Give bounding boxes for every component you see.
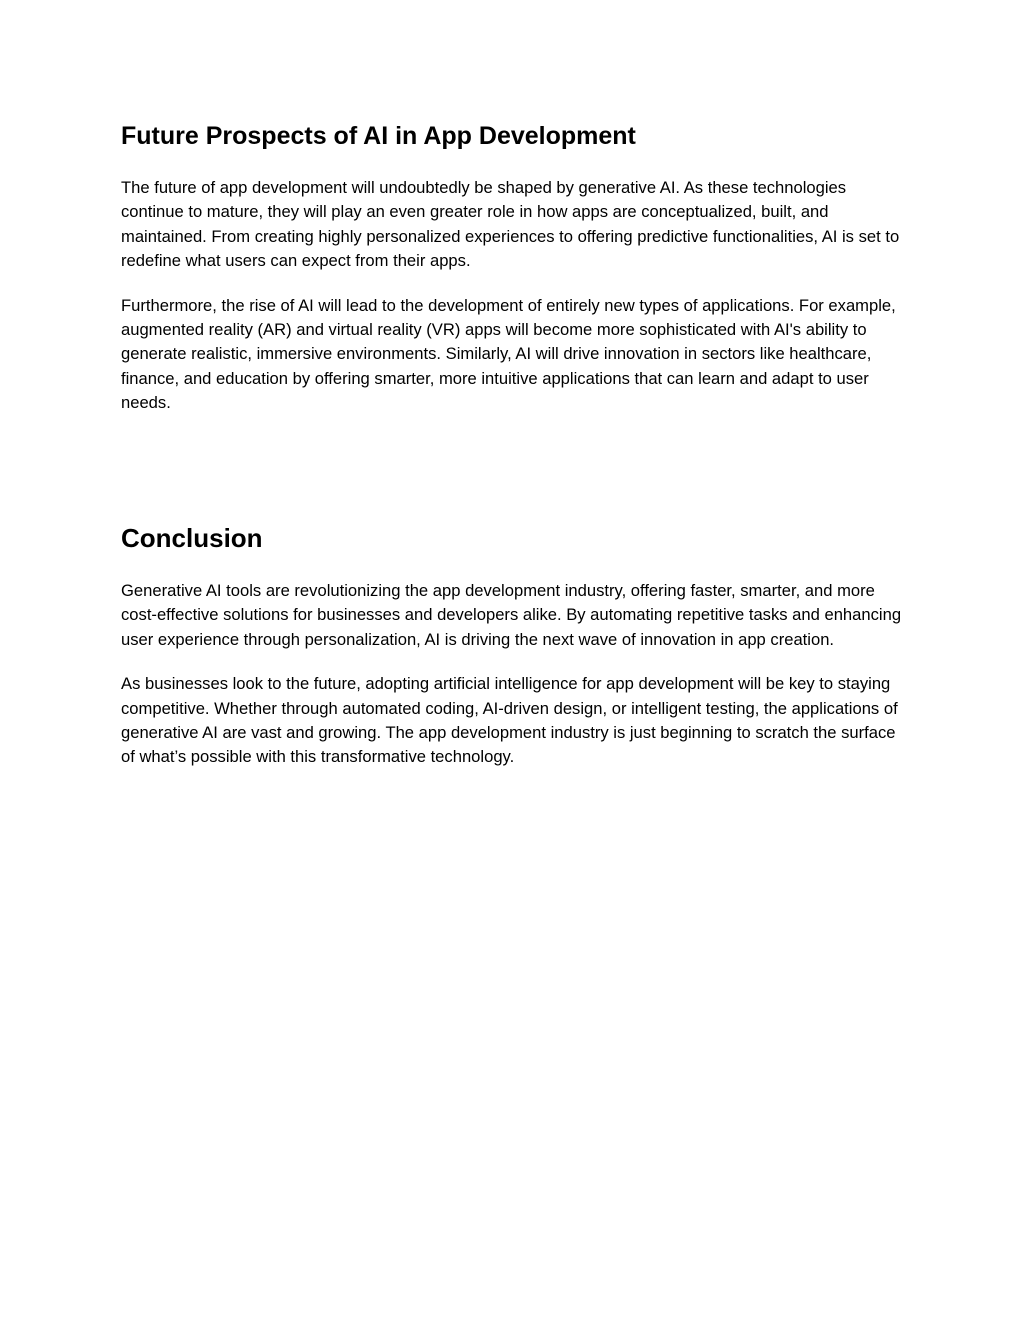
section-conclusion <box>121 520 911 770</box>
paragraph: Generative AI tools are revolutionizing the app development industry, offering faster, smarter, and more cost-effective solutions for businesses and developers alike. By automating repetitive tasks and enhancing user experience through personalization, AI is driving the next wave of innovation in app creation. <box>121 581 902 649</box>
section-heading: Future Prospects of AI in App Development <box>121 122 636 150</box>
section-future-prospects <box>121 118 911 416</box>
paragraph: The future of app development will undoubtedly be shaped by generative AI. As these technologies continue to mature, they will play an even greater role in how apps are conceptualized, built, and maintained. From creating highly personalized experiences to offering predictive functionalities, AI is set to redefine what users can expect from their apps. <box>121 178 900 271</box>
paragraph: As businesses look to the future, adopting artificial intelligence for app development will be key to staying competitive. Whether through automated coding, AI-driven design, or intelligent testing, the applications of generative AI are vast and growing. The app development industry is just beginning to scratch the surface of what’s possible with this transformative technology. <box>121 674 898 767</box>
paragraph: Furthermore, the rise of AI will lead to the development of entirely new types of applications. For example, augmented reality (AR) and virtual reality (VR) apps will become more sophisticated with AI's ability to generate realistic, immersive environments. Similarly, AI will drive innovation in sectors like healthcare, finance, and education by offering smarter, more intuitive applications that can learn and adapt to user needs. <box>121 295 896 413</box>
section-heading: Conclusion <box>121 523 263 553</box>
